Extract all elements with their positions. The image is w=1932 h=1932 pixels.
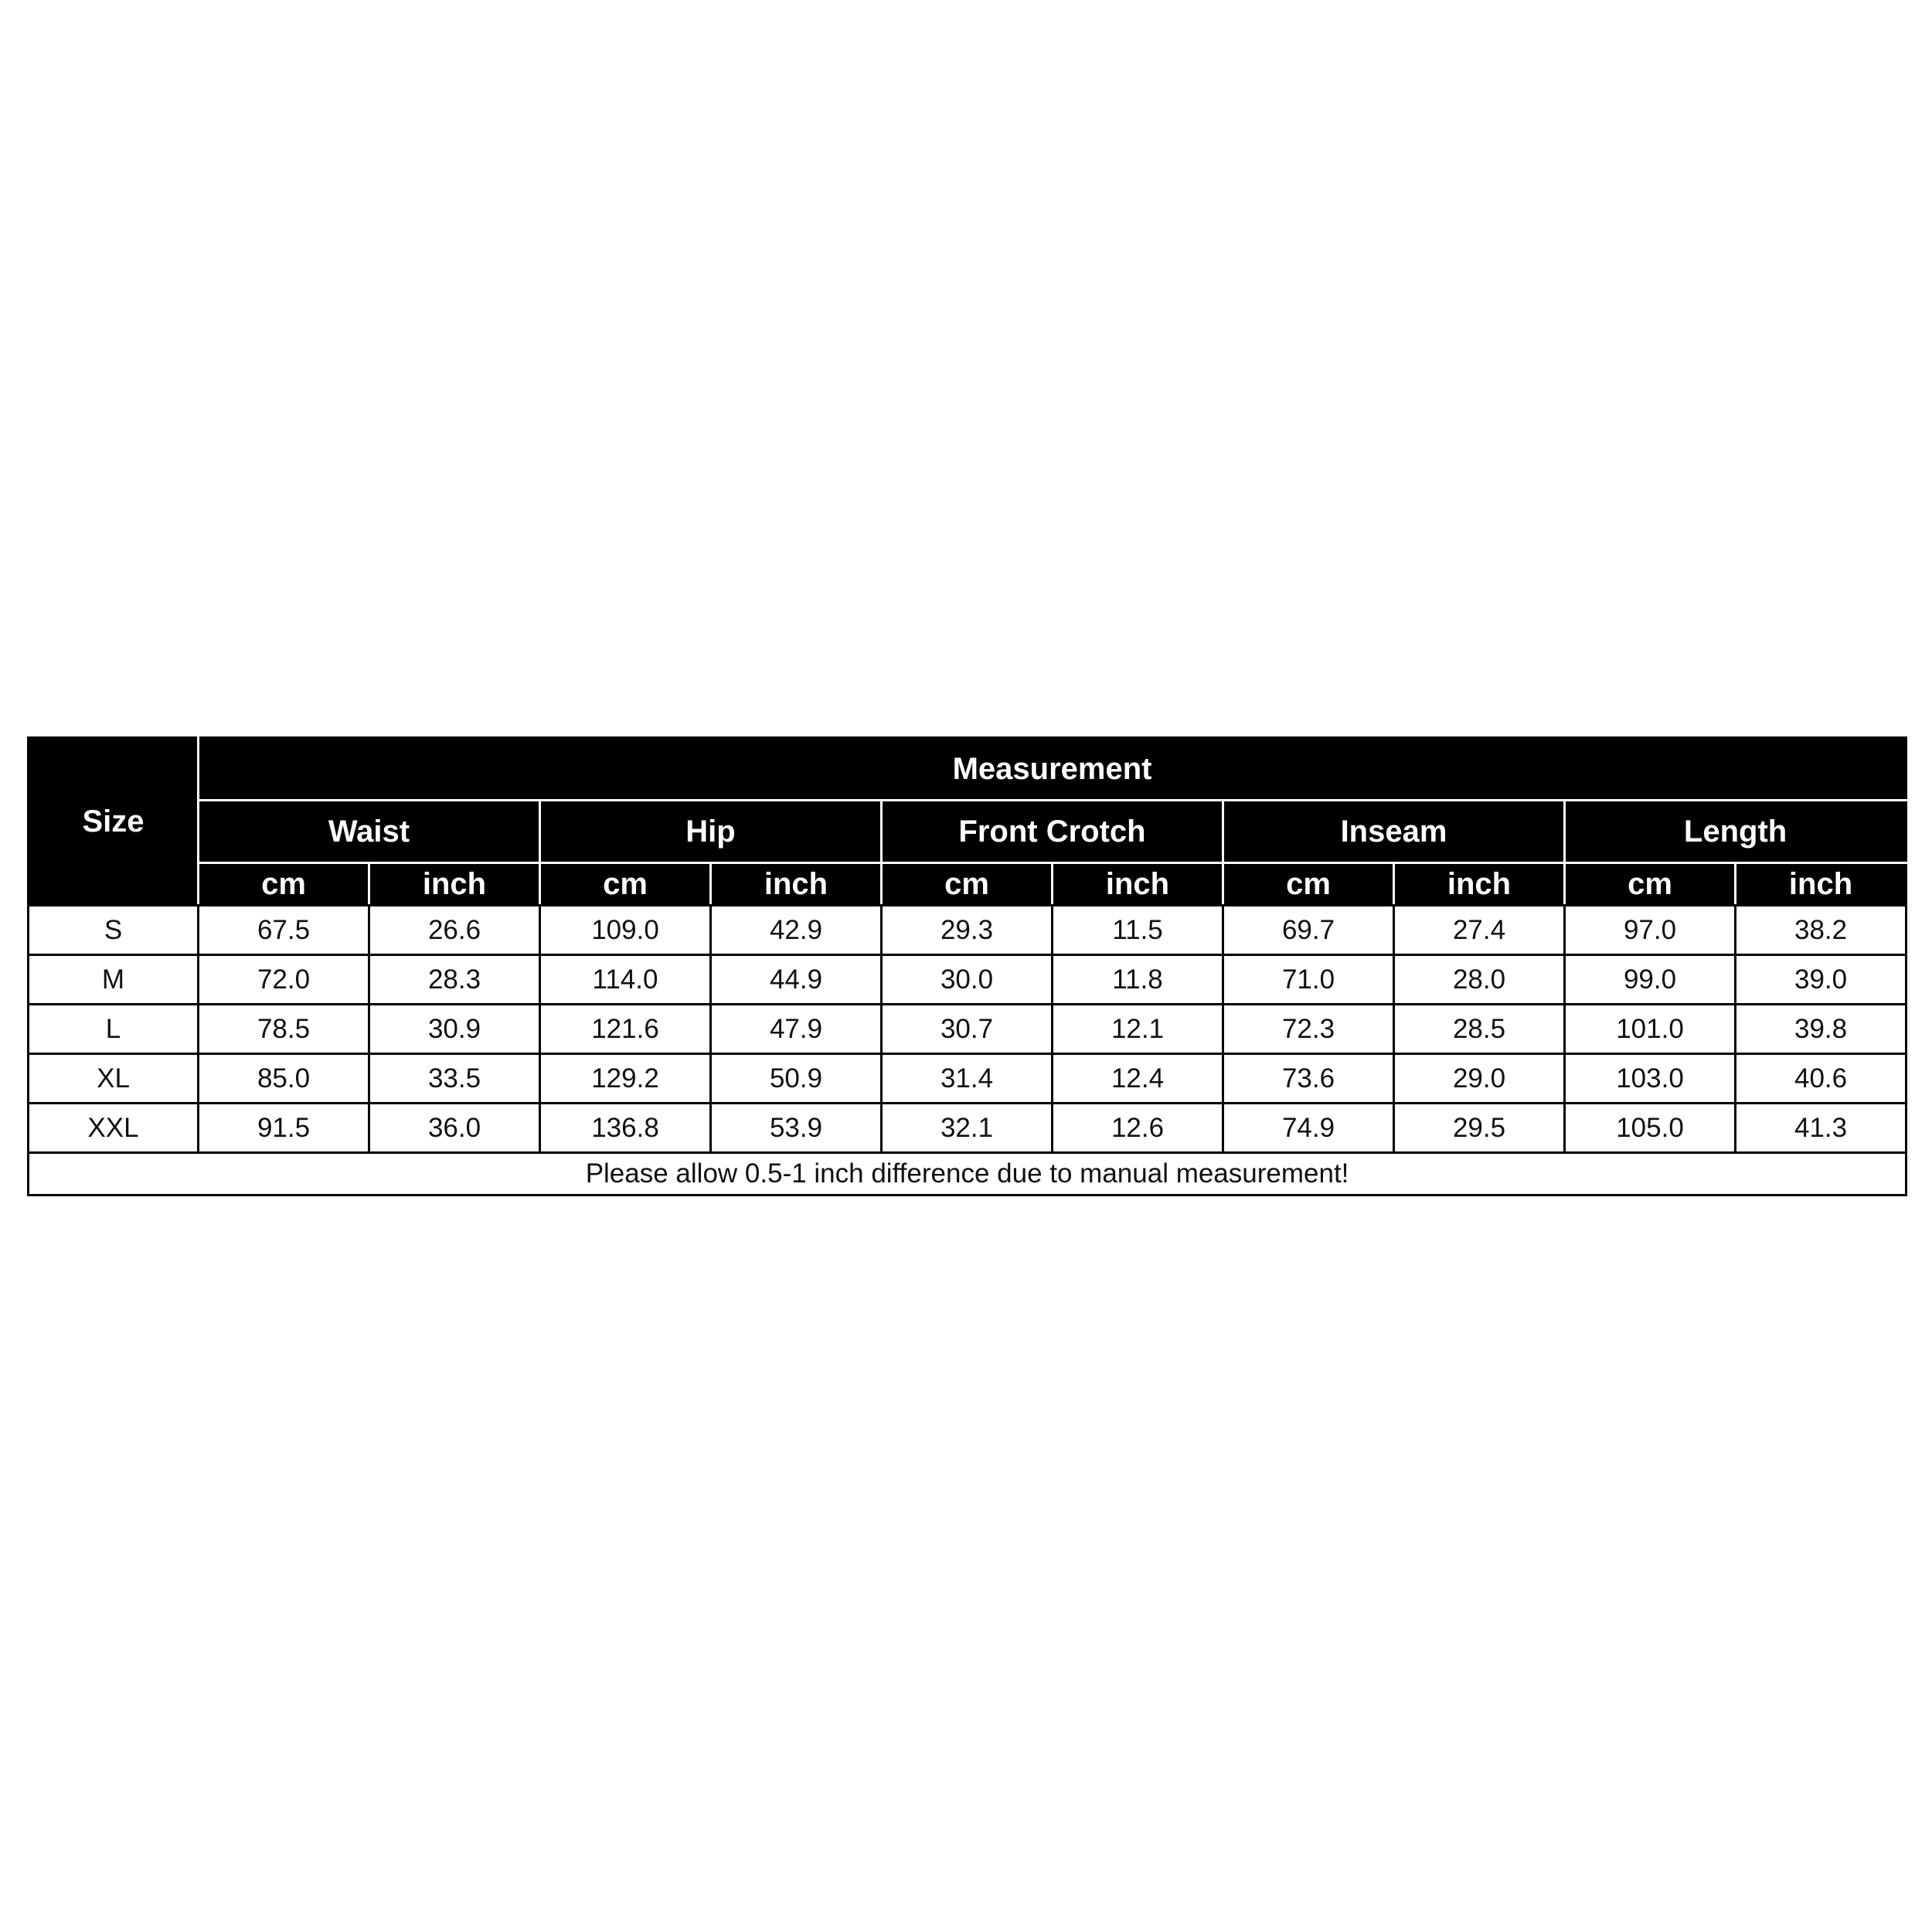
size-cell: S [29,906,199,955]
waist-cm-cell: 72.0 [199,955,369,1005]
hip-inch-cell: 42.9 [711,906,882,955]
length-cm-cell: 105.0 [1565,1104,1736,1153]
unit-header-hip-cm: cm [540,863,711,906]
front-crotch-cm-cell: 30.0 [882,955,1053,1005]
inseam-inch-cell: 28.0 [1394,955,1565,1005]
waist-cm-cell: 85.0 [199,1054,369,1104]
unit-header-inseam-cm: cm [1223,863,1394,906]
waist-cm-cell: 67.5 [199,906,369,955]
length-inch-cell: 39.0 [1736,955,1906,1005]
table-row-xl [29,1054,1906,1104]
inseam-cm-cell: 74.9 [1223,1104,1394,1153]
inseam-cm-cell: 69.7 [1223,906,1394,955]
inseam-cm-cell: 72.3 [1223,1005,1394,1054]
front-crotch-cm-cell: 32.1 [882,1104,1053,1153]
group-header-hip: Hip [540,801,882,863]
waist-inch-cell: 26.6 [369,906,540,955]
inseam-cm-cell: 71.0 [1223,955,1394,1005]
front-crotch-cm-cell: 31.4 [882,1054,1053,1104]
group-header-inseam: Inseam [1223,801,1565,863]
inseam-inch-cell: 29.0 [1394,1054,1565,1104]
hip-inch-cell: 53.9 [711,1104,882,1153]
inseam-inch-cell: 29.5 [1394,1104,1565,1153]
table-row-l [29,1005,1906,1054]
front-crotch-inch-cell: 11.5 [1053,906,1223,955]
size-cell: XL [29,1054,199,1104]
size-cell: L [29,1005,199,1054]
size-cell: M [29,955,199,1005]
unit-header-waist-inch: inch [369,863,540,906]
group-header-front-crotch: Front Crotch [882,801,1223,863]
length-inch-cell: 39.8 [1736,1005,1906,1054]
unit-header-inseam-inch: inch [1394,863,1565,906]
waist-inch-cell: 33.5 [369,1054,540,1104]
length-inch-cell: 40.6 [1736,1054,1906,1104]
waist-cm-cell: 91.5 [199,1104,369,1153]
front-crotch-cm-cell: 30.7 [882,1005,1053,1054]
unit-header-waist-cm: cm [199,863,369,906]
measurement-header: Measurement [199,738,1906,801]
hip-cm-cell: 136.8 [540,1104,711,1153]
hip-inch-cell: 50.9 [711,1054,882,1104]
waist-inch-cell: 28.3 [369,955,540,1005]
hip-cm-cell: 129.2 [540,1054,711,1104]
length-cm-cell: 99.0 [1565,955,1736,1005]
unit-header-length-cm: cm [1565,863,1736,906]
length-inch-cell: 38.2 [1736,906,1906,955]
front-crotch-inch-cell: 11.8 [1053,955,1223,1005]
unit-header-front-crotch-cm: cm [882,863,1053,906]
hip-cm-cell: 121.6 [540,1005,711,1054]
front-crotch-inch-cell: 12.6 [1053,1104,1223,1153]
table-row-xxl [29,1104,1906,1153]
length-cm-cell: 103.0 [1565,1054,1736,1104]
waist-inch-cell: 36.0 [369,1104,540,1153]
inseam-inch-cell: 28.5 [1394,1005,1565,1054]
hip-inch-cell: 47.9 [711,1005,882,1054]
hip-inch-cell: 44.9 [711,955,882,1005]
group-header-waist: Waist [199,801,540,863]
size-header: Size [29,738,199,906]
hip-cm-cell: 114.0 [540,955,711,1005]
inseam-inch-cell: 27.4 [1394,906,1565,955]
waist-inch-cell: 30.9 [369,1005,540,1054]
length-cm-cell: 97.0 [1565,906,1736,955]
unit-header-front-crotch-inch: inch [1053,863,1223,906]
length-cm-cell: 101.0 [1565,1005,1736,1054]
measurement-note: Please allow 0.5-1 inch difference due to manual measurement! [29,1153,1906,1196]
waist-cm-cell: 78.5 [199,1005,369,1054]
length-inch-cell: 41.3 [1736,1104,1906,1153]
table-row-m [29,955,1906,1005]
front-crotch-inch-cell: 12.1 [1053,1005,1223,1054]
unit-header-hip-inch: inch [711,863,882,906]
front-crotch-inch-cell: 12.4 [1053,1054,1223,1104]
size-chart-table [27,736,1907,1196]
inseam-cm-cell: 73.6 [1223,1054,1394,1104]
size-cell: XXL [29,1104,199,1153]
hip-cm-cell: 109.0 [540,906,711,955]
unit-header-length-inch: inch [1736,863,1906,906]
table-row-s [29,906,1906,955]
note-row [29,1153,1906,1196]
group-header-length: Length [1565,801,1906,863]
front-crotch-cm-cell: 29.3 [882,906,1053,955]
